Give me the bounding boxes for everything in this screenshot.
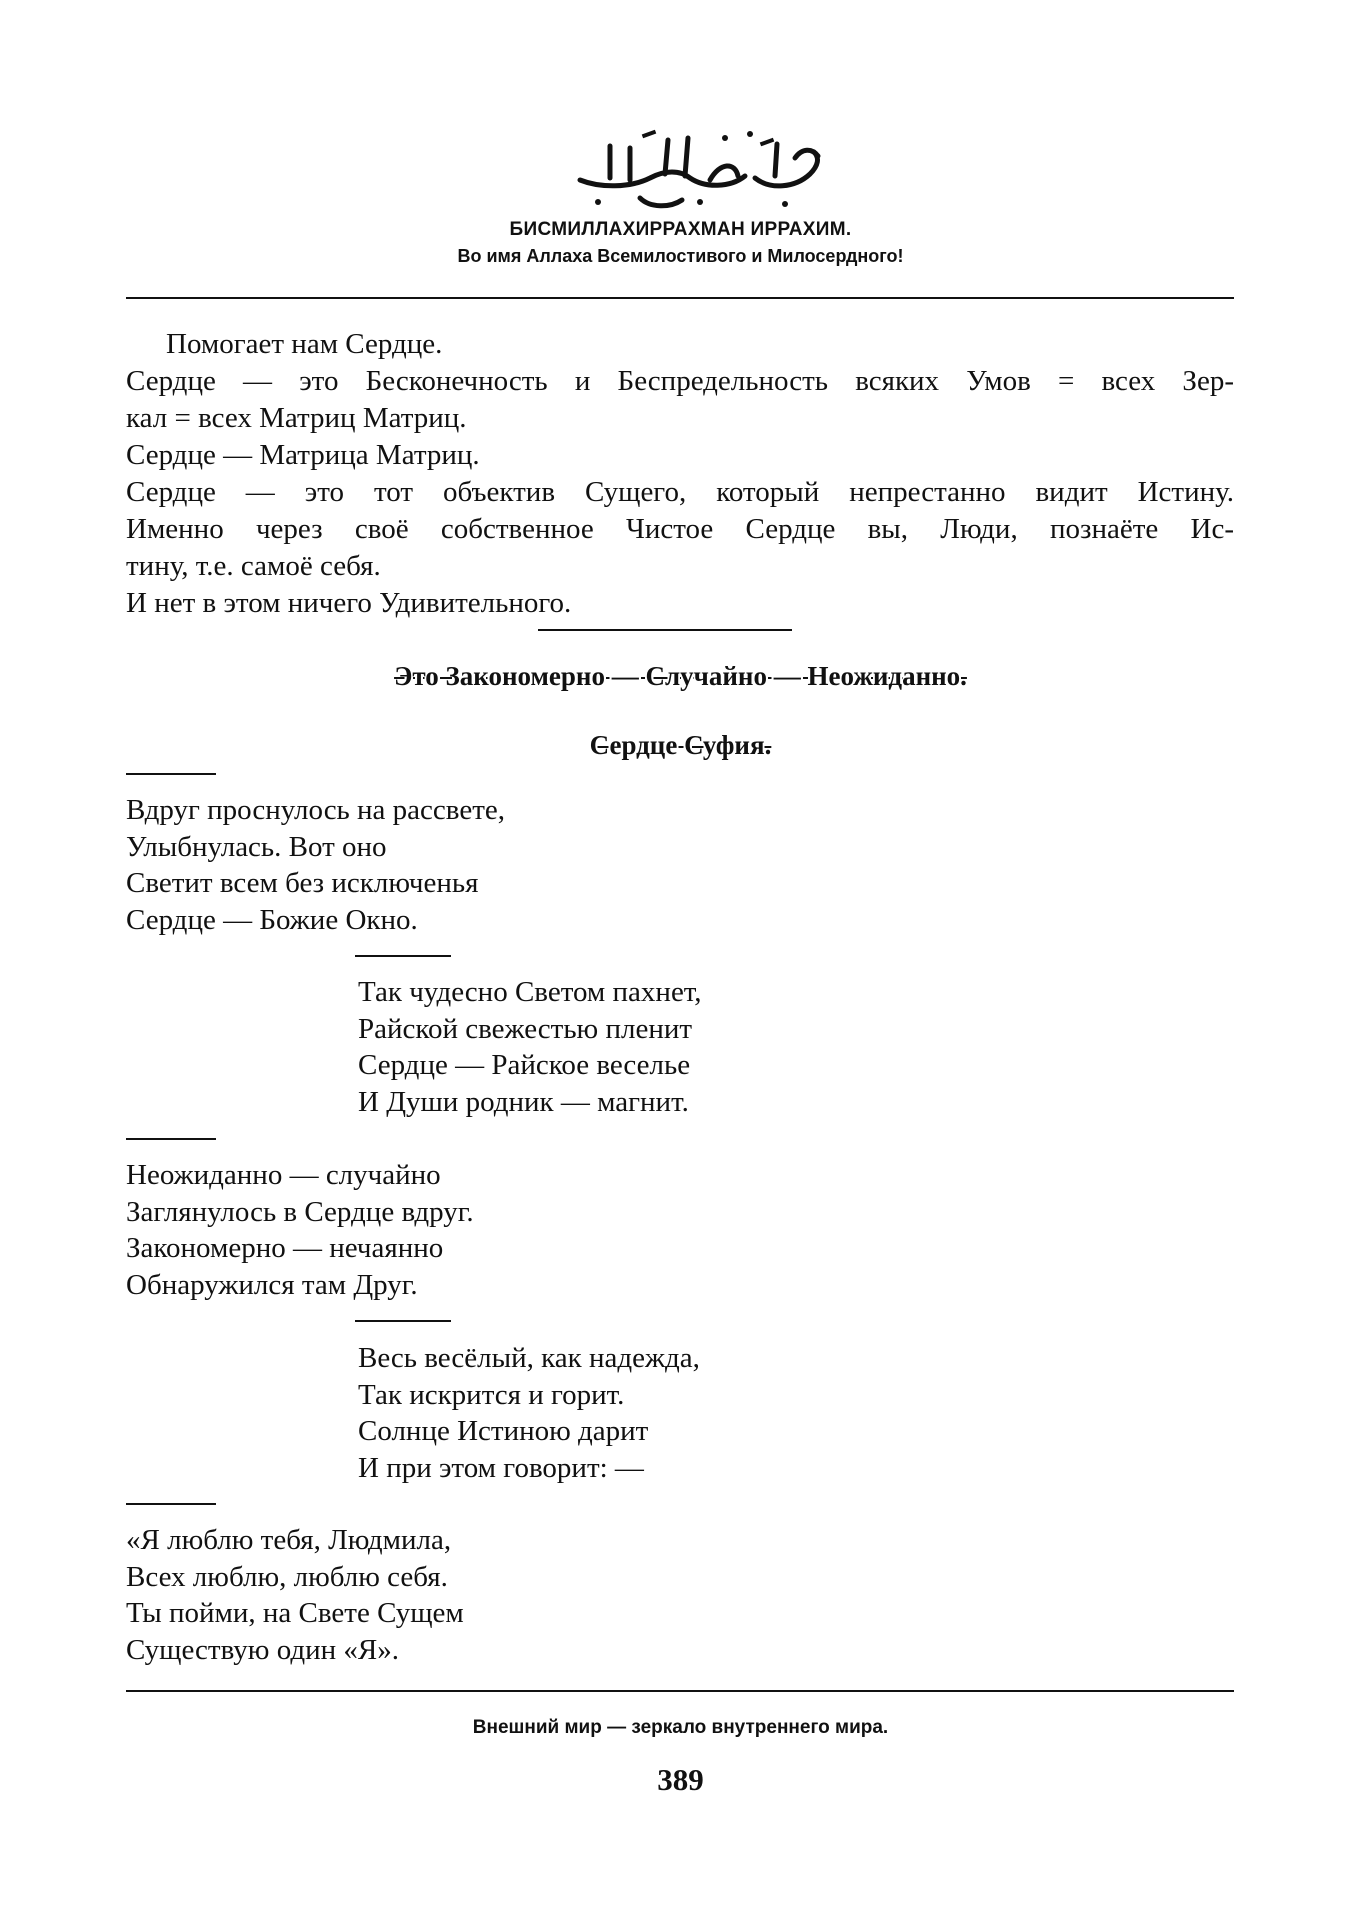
poem-line: Закономерно — нечаянно: [126, 1232, 444, 1264]
stanza-divider: [355, 955, 451, 957]
intro-line: Сердце — это тот объектив Сущего, который непрестанно видит Истину.: [126, 476, 1234, 508]
stanza-1: [126, 792, 505, 938]
stanza-divider: [355, 1320, 451, 1322]
section-heading: [0, 661, 1361, 692]
poem-line: Сердце — Божие Окно.: [126, 903, 418, 936]
poem-line: Улыбнулась. Вот оно: [126, 830, 387, 863]
intro-line: Сердце — Матрица Матриц.: [126, 439, 480, 471]
poem-title-text: Сердце Суфия.: [589, 730, 772, 760]
poem-line: Солнце Истиною дарит: [358, 1415, 649, 1447]
intro-line: тину, т.е. самоё себя.: [126, 550, 381, 582]
poem-line: Всех люблю, люблю себя.: [126, 1560, 448, 1593]
intro-line: кал = всех Матриц Матриц.: [126, 402, 467, 434]
footer-divider: [126, 1690, 1234, 1692]
poem-line: Вдруг проснулось на рассвете,: [126, 794, 505, 826]
poem-line: Так искрится и горит.: [358, 1378, 625, 1411]
stanza-divider: [126, 1138, 216, 1140]
page-number: 389: [657, 1762, 704, 1797]
intro-line: Помогает нам Сердце.: [166, 328, 443, 360]
intro-paragraph: [126, 326, 1234, 622]
poem-line: Райской свежестью пленит: [358, 1012, 693, 1045]
intro-line: Сердце — это Бесконечность и Беспредельность всяких Умов = всех Зер-: [126, 365, 1234, 397]
running-footer: Внешний мир — зеркало внутреннего мира.: [472, 1717, 889, 1738]
poem-line: Ты пойми, на Свете Сущем: [126, 1597, 464, 1629]
section-divider: [538, 629, 792, 631]
stanza-divider: [126, 773, 216, 775]
stanza-3: [126, 1157, 474, 1303]
poem-line: Так чудесно Светом пахнет,: [358, 976, 702, 1008]
bismillah-subtitle: Во имя Аллаха Всемилостивого и Милосердного!: [457, 246, 904, 266]
stanza-5: [126, 1522, 464, 1668]
poem-line: Светит всем без исключенья: [126, 867, 479, 899]
poem-title: [0, 730, 1361, 761]
stanza-2: [358, 974, 702, 1120]
poem-line: Обнаружился там Друг.: [126, 1268, 418, 1301]
poem-line: Весь весёлый, как надежда,: [358, 1342, 700, 1374]
poem-line: Существую один «Я».: [126, 1633, 400, 1666]
intro-line: Именно через своё собственное Чистое Сердце вы, Люди, познаёте Ис-: [126, 513, 1234, 545]
stanza-4: [358, 1340, 700, 1486]
poem-line: И при этом говорит: —: [358, 1451, 644, 1484]
poem-line: Неожиданно — случайно: [126, 1159, 441, 1191]
poem-line: И Души родник — магнит.: [358, 1085, 689, 1118]
poem-line: «Я люблю тебя, Людмила,: [126, 1524, 452, 1556]
header-divider: [126, 297, 1234, 299]
poem-line: Заглянулось в Сердце вдруг.: [126, 1195, 474, 1228]
stanza-divider: [126, 1503, 216, 1505]
bismillah-title: БИСМИЛЛАХИРРАХМАН ИРРАХИМ.: [509, 219, 852, 240]
intro-line: И нет в этом ничего Удивительного.: [126, 587, 572, 619]
poem-line: Сердце — Райское веселье: [358, 1049, 691, 1081]
bismillah-calligraphy-icon: [570, 118, 830, 218]
section-heading-text: Это Закономерно — Случайно — Неожиданно.: [394, 661, 967, 691]
